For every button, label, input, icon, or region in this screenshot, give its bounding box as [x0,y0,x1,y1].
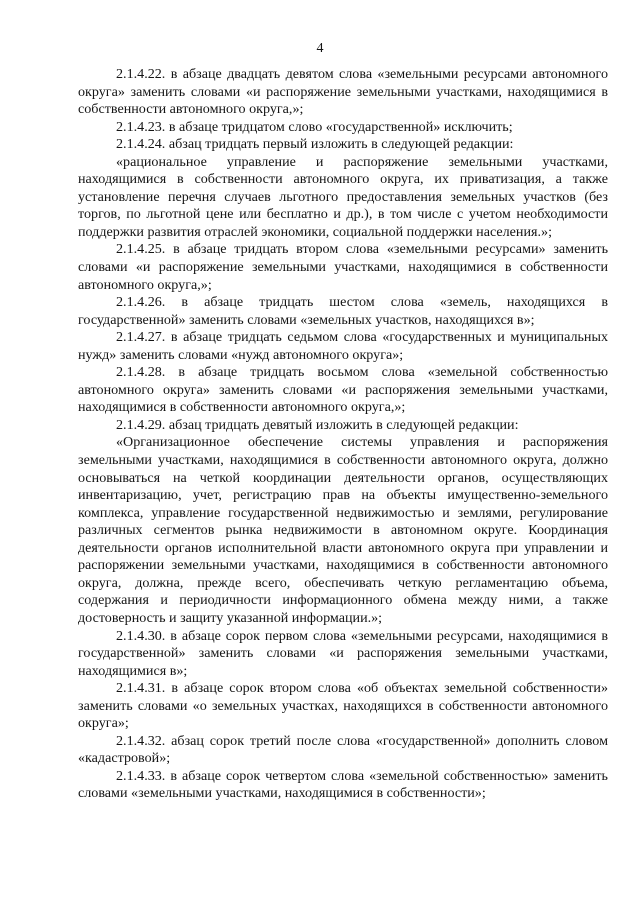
paragraph-2-1-4-31: 2.1.4.31. в абзаце сорок втором слова «об объектах земельной собственности» заменить словами «о земельных участках, находящихся в собственности автономного округа»; [78,680,608,732]
paragraph-2-1-4-32: 2.1.4.32. абзац сорок третий после слова «государственной» дополнить словом «кадастровой»; [78,732,608,767]
paragraph-2-1-4-27: 2.1.4.27. в абзаце тридцать седьмом слова «государственных и муниципальных нужд» заменить словами «нужд автономного округа»; [78,329,608,363]
paragraph-2-1-4-22: 2.1.4.22. в абзаце двадцать девятом слова «земельными ресурсами автономного округа» заменить словами «и распоряжение земельными участками, находящимися в собственности автономного округа,»; [78,66,608,118]
paragraph-2-1-4-29: 2.1.4.29. абзац тридцать девятый изложить в следующей редакции: [116,416,519,433]
paragraph-2-1-4-30: 2.1.4.30. в абзаце сорок первом слова «земельными ресурсами, находящимися в государственной» заменить словами «и распоряжения земельными участками, находящимися в»; [78,627,608,679]
quoted-text-2-1-4-29: «Организационное обеспечение системы управления и распоряжения земельными участками, находящимися в собственности автономного округа, должно основываться на четкой координации деятельности органов, осуществляющих инвентаризацию, учет, регистрацию прав на объекты имущественно-земельного комплекса, управление государственной недвижимостью и землями, регулирование различных сегментов рынка недвижимости в автономном округе. Координация деятельности органов исполнительной власти автономного округа при управлении и распоряжении земельными участками, находящимися в собственности автономного округа, должна, прежде всего, обеспечивать четкую регламентацию объема, содержания и периодичности информационного обмена между ними, а также достоверность и защиту указанной информации.»; [78,434,608,626]
quoted-text-2-1-4-24: «рациональное управление и распоряжение земельными участками, находящимися в собственности автономного округа, их приватизация, а также установление перечня случаев льготного предоставления земельных участков (без торгов, по льготной цене или бесплатно и др.), в том числе с учетом необходимости поддержки развития отраслей экономики, социальной поддержки населения.»; [78,153,608,240]
paragraph-2-1-4-23: 2.1.4.23. в абзаце тридцатом слово «государственной» исключить; [116,118,513,135]
paragraph-2-1-4-25: 2.1.4.25. в абзаце тридцать втором слова «земельными ресурсами» заменить словами «и распоряжение земельными участками, находящимися в собственности автономного округа,»; [78,241,608,293]
page-number: 4 [316,41,324,56]
paragraph-2-1-4-28: 2.1.4.28. в абзаце тридцать восьмом слова «земельной собственностью автономного округа» заменить словами «и распоряжения земельными участками, находящимися в собственности автономного округа,»; [78,364,608,416]
paragraph-2-1-4-26: 2.1.4.26. в абзаце тридцать шестом слова «земель, находящихся в государственной» заменить словами «земельных участков, находящихся в»; [78,294,608,328]
paragraph-2-1-4-24: 2.1.4.24. абзац тридцать первый изложить в следующей редакции: [116,136,514,153]
document-body [78,66,608,803]
paragraph-2-1-4-33: 2.1.4.33. в абзаце сорок четвертом слова «земельной собственностью» заменить словами «земельными участками, находящимися в собственности»; [78,767,608,802]
